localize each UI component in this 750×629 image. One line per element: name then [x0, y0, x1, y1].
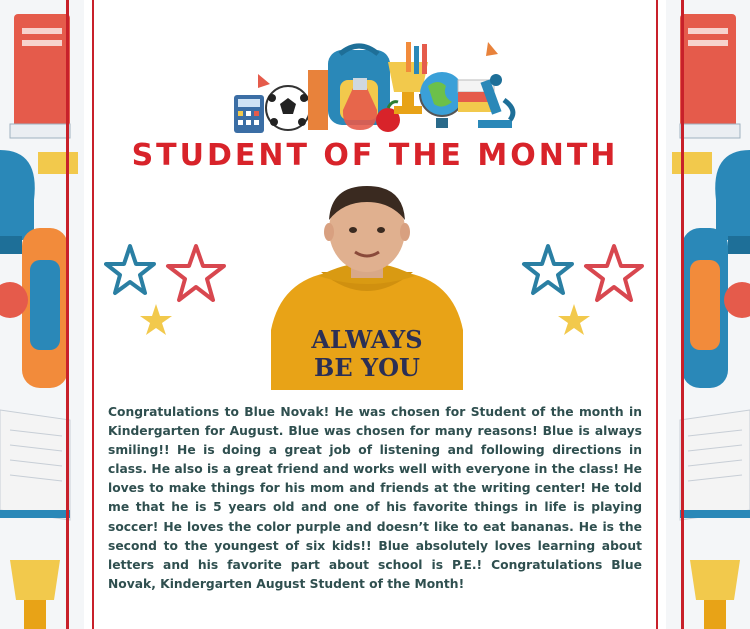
- page-title: STUDENT OF THE MONTH: [131, 138, 619, 173]
- star-icon: [140, 304, 172, 335]
- stars-decoration-right: [520, 238, 650, 348]
- student-description: Congratulations to Blue Novak! He was chosen for Student of the month in Kindergarten for August. Blue was chosen for many reasons! Blue is always smiling!! He is doing a great job of listening and following directions in class. He also is a great friend and works well with everyone in the class! He loves to make things for his mom and friends at the writing center! He told me that he is 5 years old and one of his favorite things in life is playing soccer! He loves the color purple and doesn’t like to eat bananas. He is the second to the youngest of six kids!! Blue absolutely loves learning about letters and his favorite part about school is P.E.! Congratulations Blue Novak, Kindergarten August Student of the Month!: [108, 405, 642, 591]
- globe-icon: [420, 72, 464, 128]
- pencil-icon: [414, 46, 419, 74]
- right-red-border: [681, 0, 684, 629]
- star-icon: [106, 246, 154, 293]
- pencil-icon: [406, 42, 411, 72]
- student-photo: [271, 180, 463, 390]
- right-red-border-inner: [656, 0, 658, 629]
- star-icon: [524, 246, 572, 293]
- school-supplies-illustration-right: [666, 0, 750, 629]
- star-icon: [558, 304, 590, 335]
- shirt-text-line2: BE YOU: [314, 353, 420, 382]
- star-icon: [168, 246, 224, 300]
- shirt-text-line1: ALWAYS: [311, 325, 423, 354]
- book-icon: [308, 70, 328, 130]
- pencil-icon: [422, 44, 427, 74]
- left-red-border: [66, 0, 69, 629]
- star-icon: [586, 246, 642, 300]
- school-supplies-illustration-left: [0, 0, 84, 629]
- soccer-ball-icon: [266, 86, 310, 130]
- left-red-border-inner: [92, 0, 94, 629]
- school-items-banner: [228, 40, 528, 135]
- calculator-icon: [234, 95, 264, 133]
- right-side-decoration: [666, 0, 750, 629]
- stars-decoration-left: [104, 238, 234, 348]
- left-side-decoration: [0, 0, 84, 629]
